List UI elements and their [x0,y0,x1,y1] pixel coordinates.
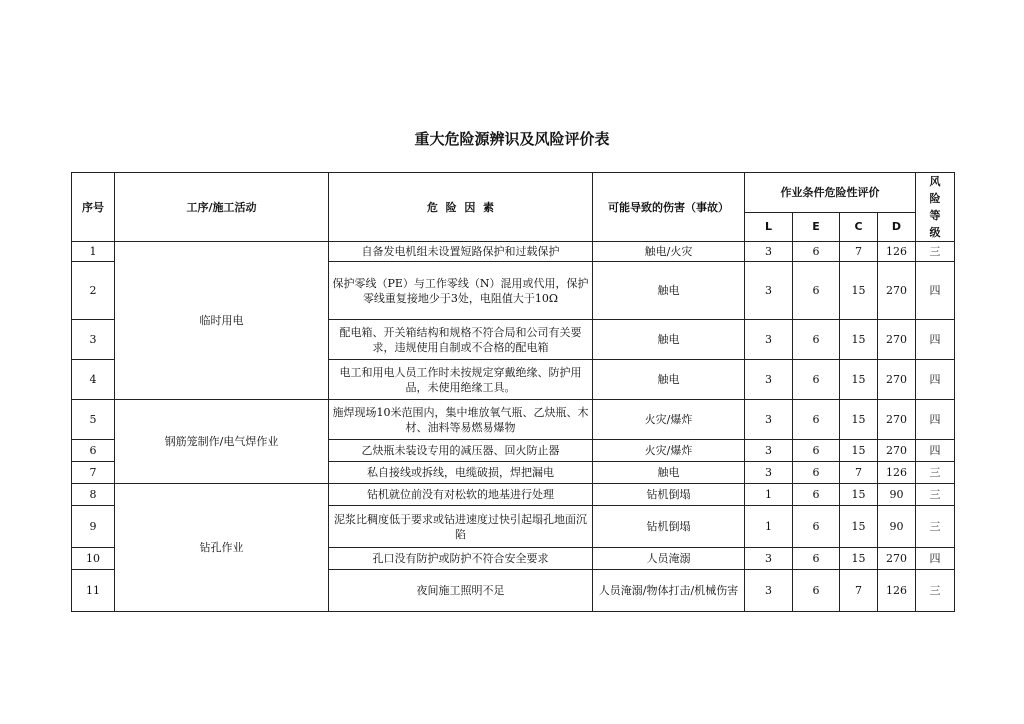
e-cell: 6 [793,462,840,484]
hazard-cell: 夜间施工照明不足 [329,570,593,612]
c-cell: 15 [840,484,878,506]
d-cell: 126 [878,242,916,262]
table-row [72,484,955,506]
e-cell: 6 [793,262,840,320]
e-cell: 6 [793,548,840,570]
table-row [72,242,955,262]
level-cell: 四 [916,440,955,462]
injury-cell: 触电 [593,262,745,320]
e-cell: 6 [793,320,840,360]
l-cell: 3 [745,262,793,320]
level-cell: 三 [916,484,955,506]
e-cell: 6 [793,484,840,506]
injury-cell: 人员淹溺 [593,548,745,570]
activity-cell: 临时用电 [115,242,329,400]
e-cell: 6 [793,570,840,612]
l-cell: 1 [745,506,793,548]
header-e: E [793,212,840,241]
c-cell: 15 [840,440,878,462]
l-cell: 3 [745,242,793,262]
e-cell: 6 [793,440,840,462]
header-injury: 可能导致的伤害（事故） [593,173,745,242]
level-cell: 四 [916,360,955,400]
l-cell: 3 [745,570,793,612]
level-cell: 三 [916,242,955,262]
activity-cell: 钢筋笼制作/电气焊作业 [115,400,329,484]
row-no: 9 [72,506,115,548]
level-cell: 三 [916,570,955,612]
level-cell: 四 [916,548,955,570]
injury-cell: 钻机倒塌 [593,484,745,506]
injury-cell: 钻机倒塌 [593,506,745,548]
hazard-cell: 保护零线（PE）与工作零线（N）混用或代用，保护零线重复接地少于3处，电阻值大于10Ω [329,262,593,320]
header-seq: 序号 [72,173,115,242]
hazard-cell: 配电箱、开关箱结构和规格不符合局和公司有关要求，违规使用自制或不合格的配电箱 [329,320,593,360]
row-no: 6 [72,440,115,462]
header-row [72,173,955,213]
row-no: 2 [72,262,115,320]
d-cell: 270 [878,262,916,320]
header-l: L [745,212,793,241]
row-no: 8 [72,484,115,506]
header-c: C [840,212,878,241]
injury-cell: 火灾/爆炸 [593,440,745,462]
header-d: D [878,212,916,241]
c-cell: 15 [840,320,878,360]
injury-cell: 触电 [593,360,745,400]
d-cell: 270 [878,440,916,462]
l-cell: 3 [745,320,793,360]
level-cell: 四 [916,262,955,320]
d-cell: 90 [878,506,916,548]
e-cell: 6 [793,506,840,548]
header-evaluation: 作业条件危险性评价 [745,173,916,213]
injury-cell: 人员淹溺/物体打击/机械伤害 [593,570,745,612]
d-cell: 126 [878,462,916,484]
l-cell: 3 [745,360,793,400]
row-no: 10 [72,548,115,570]
level-cell: 三 [916,462,955,484]
level-cell: 四 [916,400,955,440]
hazard-cell: 私自接线或拆线，电缆破损，焊把漏电 [329,462,593,484]
e-cell: 6 [793,242,840,262]
d-cell: 270 [878,548,916,570]
injury-cell: 触电 [593,320,745,360]
l-cell: 3 [745,548,793,570]
d-cell: 126 [878,570,916,612]
injury-cell: 火灾/爆炸 [593,400,745,440]
hazard-cell: 孔口没有防护或防护不符合安全要求 [329,548,593,570]
table-row [72,400,955,440]
l-cell: 1 [745,484,793,506]
risk-assessment-table [71,172,955,612]
row-no: 1 [72,242,115,262]
c-cell: 15 [840,400,878,440]
injury-cell: 触电 [593,462,745,484]
c-cell: 7 [840,242,878,262]
d-cell: 90 [878,484,916,506]
e-cell: 6 [793,360,840,400]
row-no: 11 [72,570,115,612]
row-no: 5 [72,400,115,440]
header-level: 风险等级 [916,173,955,242]
hazard-cell: 电工和用电人员工作时未按规定穿戴绝缘、防护用品，未使用绝缘工具。 [329,360,593,400]
l-cell: 3 [745,462,793,484]
row-no: 4 [72,360,115,400]
row-no: 7 [72,462,115,484]
d-cell: 270 [878,400,916,440]
c-cell: 15 [840,506,878,548]
d-cell: 270 [878,360,916,400]
hazard-cell: 自备发电机组未设置短路保护和过载保护 [329,242,593,262]
hazard-cell: 泥浆比稠度低于要求或钻进速度过快引起塌孔地面沉陷 [329,506,593,548]
level-cell: 四 [916,320,955,360]
page-title: 重大危险源辨识及风险评价表 [414,130,610,148]
c-cell: 15 [840,548,878,570]
c-cell: 15 [840,360,878,400]
activity-cell: 钻孔作业 [115,484,329,612]
injury-cell: 触电/火灾 [593,242,745,262]
header-hazard: 危 险 因 素 [329,173,593,242]
hazard-cell: 钻机就位前没有对松软的地基进行处理 [329,484,593,506]
l-cell: 3 [745,440,793,462]
c-cell: 7 [840,462,878,484]
level-cell: 三 [916,506,955,548]
c-cell: 7 [840,570,878,612]
hazard-cell: 施焊现场10米范围内，集中堆放氧气瓶、乙炔瓶、木材、油料等易燃易爆物 [329,400,593,440]
header-activity: 工序/施工活动 [115,173,329,242]
c-cell: 15 [840,262,878,320]
l-cell: 3 [745,400,793,440]
e-cell: 6 [793,400,840,440]
d-cell: 270 [878,320,916,360]
row-no: 3 [72,320,115,360]
hazard-cell: 乙炔瓶未装设专用的减压器、回火防止器 [329,440,593,462]
